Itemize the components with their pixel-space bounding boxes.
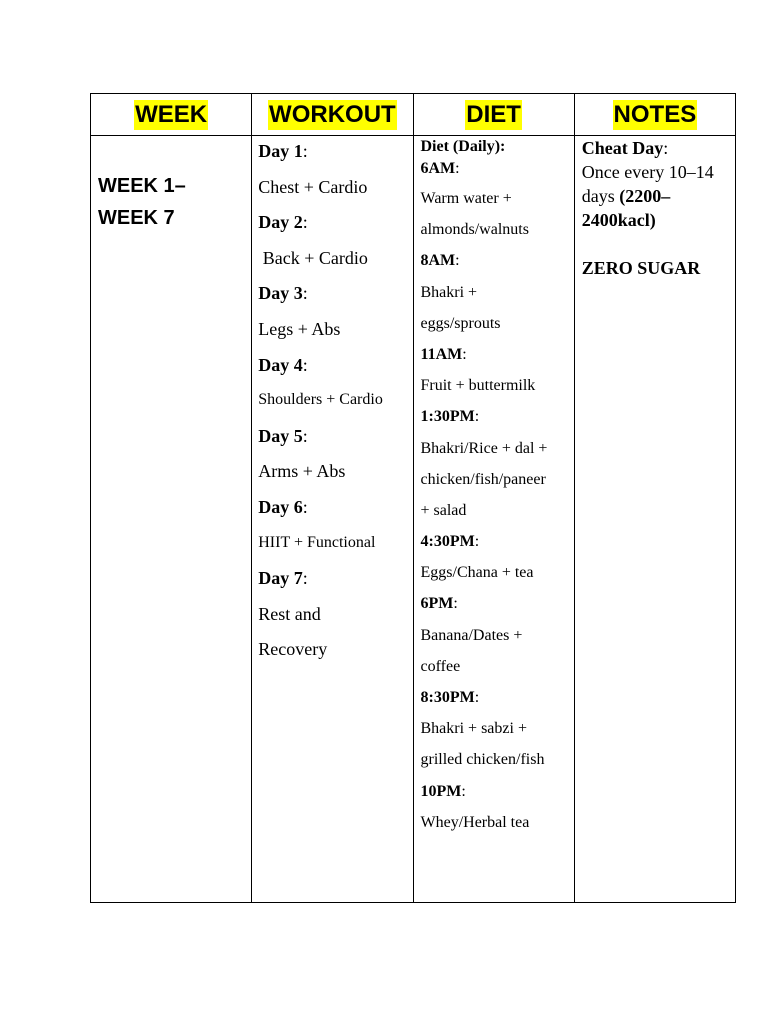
workout-activity-5: Arms + Abs	[258, 461, 346, 482]
diet-item: chicken/fish/paneer	[420, 470, 546, 488]
notes-cell	[574, 136, 735, 903]
diet-title: Diet (Daily):	[420, 138, 506, 155]
workout-activity-7b: Recovery	[258, 639, 328, 660]
diet-item: coffee	[420, 657, 461, 675]
diet-time-430pm: 4:30PM:	[420, 533, 480, 551]
workout-cell	[252, 136, 413, 903]
cheat-day-line-2: days (2200–	[581, 186, 671, 206]
workout-activity-6: HIIT + Functional	[258, 533, 376, 551]
week-cell	[91, 136, 252, 903]
header-notes: NOTES	[574, 94, 735, 136]
header-workout: WORKOUT	[252, 94, 413, 136]
week-line-1: WEEK 1–	[98, 175, 186, 197]
diet-item: Warm water +	[420, 190, 512, 207]
diet-item: + salad	[420, 501, 467, 519]
diet-item: Fruit + buttermilk	[420, 377, 536, 395]
diet-item: Bhakri +	[420, 283, 478, 301]
workout-day-2: Day 2:	[258, 212, 308, 233]
header-row	[91, 94, 736, 136]
workout-day-1: Day 1:	[258, 141, 308, 161]
diet-time-6am: 6AM:	[420, 160, 460, 177]
workout-day-5: Day 5:	[258, 425, 308, 446]
week-line-2: WEEK 7	[98, 207, 175, 229]
plan-row	[91, 136, 736, 903]
diet-item: Bhakri + sabzi +	[420, 720, 527, 738]
diet-item: Bhakri/Rice + dal +	[420, 439, 548, 457]
diet-time-8am: 8AM:	[420, 252, 460, 270]
diet-time-830pm: 8:30PM:	[420, 689, 480, 706]
diet-time-6pm: 6PM:	[420, 595, 458, 613]
diet-item: Banana/Dates +	[420, 626, 523, 644]
workout-activity-1: Chest + Cardio	[258, 176, 368, 197]
workout-activity-2: Back + Cardio	[258, 247, 368, 268]
diet-time-11am: 11AM:	[420, 345, 467, 363]
diet-item: grilled chicken/fish	[420, 751, 545, 769]
cheat-day-label: Cheat Day:	[581, 138, 669, 158]
workout-day-7: Day 7:	[258, 568, 308, 589]
workout-activity-4: Shoulders + Cardio	[258, 391, 383, 409]
diet-time-130pm: 1:30PM:	[420, 408, 480, 426]
zero-sugar-note: ZERO SUGAR	[581, 258, 701, 278]
workout-activity-3: Legs + Abs	[258, 318, 341, 339]
diet-item: Whey/Herbal tea	[420, 813, 530, 831]
notes-spacer	[582, 232, 735, 256]
diet-item: Eggs/Chana + tea	[420, 564, 534, 582]
workout-day-3: Day 3:	[258, 283, 308, 304]
diet-item: almonds/walnuts	[420, 221, 529, 239]
workout-activity-7a: Rest and	[258, 603, 321, 624]
cheat-day-line-3: 2400kacl)	[581, 210, 656, 230]
workout-day-4: Day 4:	[258, 354, 308, 375]
diet-cell	[413, 136, 574, 903]
workout-day-6: Day 6:	[258, 496, 308, 517]
plan-table	[90, 93, 736, 903]
header-diet: DIET	[413, 94, 574, 136]
header-week: WEEK	[91, 94, 252, 136]
diet-time-10pm: 10PM:	[420, 782, 466, 800]
diet-item: eggs/sprouts	[420, 314, 501, 332]
cheat-day-line-1: Once every 10–14	[581, 162, 714, 182]
